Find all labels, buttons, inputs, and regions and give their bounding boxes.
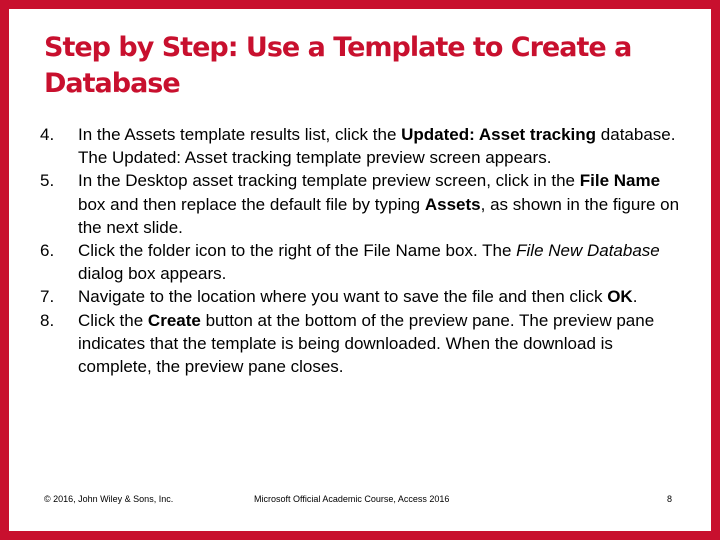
step-text-segment: box and then replace the default file by typing: [78, 194, 425, 214]
step-item: [40, 123, 680, 169]
step-item: [40, 239, 680, 285]
step-text: [78, 125, 675, 167]
step-number: 5.: [40, 171, 55, 191]
step-item: [40, 285, 680, 308]
step-text: [78, 311, 654, 376]
step-text-segment: database. The Updated: Asset tracking template preview screen appears.: [78, 125, 676, 168]
step-text-emphasis: Updated: Asset tracking: [401, 125, 597, 144]
step-text-segment: , as shown in the figure on the next slide.: [78, 194, 680, 237]
step-text-italic: File New Database: [516, 241, 660, 261]
footer-course: Microsoft Official Academic Course, Access 2016: [254, 494, 450, 504]
step-text-emphasis: Assets: [424, 194, 481, 214]
step-text-segment: Click the folder icon to the right of the File Name box. The: [78, 241, 517, 261]
step-number: 7.: [40, 287, 55, 307]
step-number: 6.: [40, 241, 55, 261]
step-text-emphasis: Create: [147, 310, 201, 330]
step-item: [40, 169, 680, 239]
step-text-segment: In the Assets template results list, click the: [78, 125, 402, 144]
step-item: [40, 309, 680, 379]
step-text-segment: Click the: [78, 310, 148, 330]
step-text: [78, 287, 637, 306]
step-number: 8.: [40, 310, 55, 330]
step-text-segment: button at the bottom of the preview pane. The preview pane indicates that the template is being downloaded. When the download is complete, the preview pane closes.: [78, 310, 655, 377]
step-text: [78, 241, 660, 283]
step-text-segment: dialog box appears.: [78, 264, 227, 284]
slide-title: Step by Step: Use a Template to Create a Database: [44, 32, 632, 99]
step-text-segment: Navigate to the location where you want to save the file and then click: [78, 287, 608, 307]
step-number: 4.: [40, 125, 55, 144]
step-text: [78, 171, 679, 236]
step-list: [40, 123, 680, 378]
step-text-emphasis: File Name: [579, 171, 661, 191]
footer-page-number: 8: [667, 494, 673, 504]
step-text-segment: .: [632, 287, 638, 307]
footer-copyright: © 2016, John Wiley & Sons, Inc.: [44, 494, 174, 504]
step-text-segment: In the Desktop asset tracking template preview screen, click in the: [78, 171, 580, 191]
step-text-emphasis: OK: [607, 287, 633, 307]
